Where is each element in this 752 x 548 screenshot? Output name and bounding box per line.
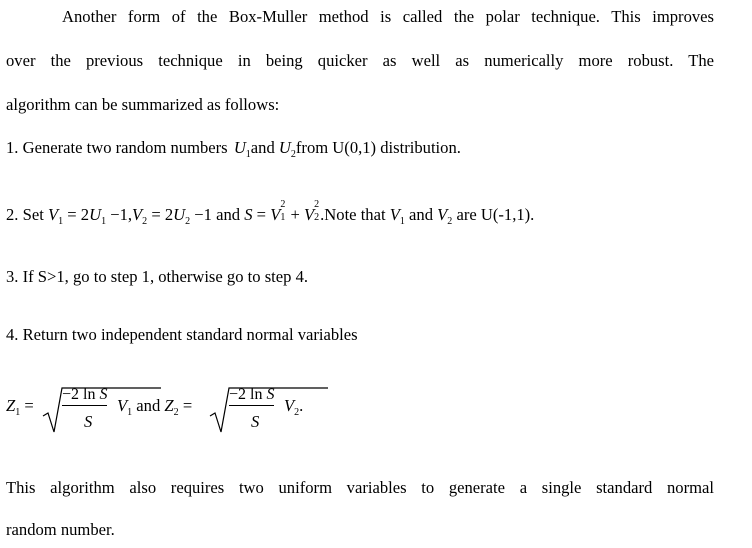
eq: = 2 [151,205,174,224]
v2-note: V [437,205,448,224]
sub: 2 [142,216,148,227]
sub: 2 [185,216,191,227]
step-1-and: and [250,138,275,157]
intro-line-3: algorithm can be summarized as follows: [6,95,280,114]
sub: 1 [127,407,133,418]
denominator-2 [251,412,259,432]
sup: 2 [314,199,320,210]
eq: = [24,396,34,415]
and: and [216,205,241,224]
sub: 1 [15,407,21,418]
minus-one: −1, [110,205,133,224]
intro-line-2: over the previous technique in being quicker as well as numerically more robust. The [6,51,714,70]
v1-note: V [389,205,400,224]
s: S [244,205,253,224]
step-1-prefix: 1. Generate two random numbers [6,138,228,157]
period: . [299,396,304,415]
closing-line-1: This algorithm also requires two uniform variables to generate a single standard normal [6,478,714,497]
denominator-1 [84,412,92,432]
minus: − [229,386,239,403]
minus: − [62,386,72,403]
s: S [99,386,108,403]
formula [0,378,752,438]
numerator-1 [62,386,107,406]
eq: = [182,396,193,415]
s: S [251,412,260,431]
var-u1: U [233,138,246,157]
step-3: 3. If S>1, go to step 1, otherwise go to step 4. [6,267,309,286]
s: S [84,412,93,431]
sub-2: 2 [290,149,296,160]
step-1 [6,138,461,158]
v2-term [284,396,303,416]
sup-sub [314,199,320,223]
minus-one: −1 [194,205,212,224]
plus: + [290,205,300,224]
sub: 2 [447,216,453,227]
intro-line-1: Another form of the Box-Muller method is called the polar technique. This improves [62,7,714,26]
note: .Note that [320,205,386,224]
sub: 1 [399,216,405,227]
suffix: are U(-1,1). [456,205,535,224]
sup-sub [280,199,286,223]
and: and [409,205,433,224]
z1 [6,396,34,416]
v: V [117,396,128,415]
sub: 2 [173,407,179,418]
v1-sq: V [270,205,281,224]
v2-sq: V [304,205,315,224]
u1: U [89,205,102,224]
sub-1: 1 [245,149,251,160]
sub: 2 [314,212,320,223]
v2: V [132,205,143,224]
and: and [136,396,161,415]
eq: = 2 [67,205,90,224]
s: S [266,386,275,403]
numerator-2 [229,386,274,406]
v1: V [47,205,59,224]
z: Z [164,396,174,415]
step-1-suffix: from U(0,1) distribution. [295,138,461,157]
step-4: 4. Return two independent standard normal variables [6,325,358,344]
sub: 1 [58,216,64,227]
sub: 1 [101,216,107,227]
u2: U [173,205,186,224]
closing-line-2: random number. [6,520,115,539]
var-u2: U [278,138,291,157]
z: Z [6,396,16,415]
coef: 2 ln [238,386,263,403]
v1-term [117,396,192,416]
v: V [284,396,295,415]
step-2 [6,199,535,227]
coef: 2 ln [71,386,96,403]
step-2-prefix: 2. Set [6,205,44,224]
sub: 2 [294,407,300,418]
sub: 1 [280,212,286,223]
sup: 2 [280,199,286,210]
eq: = [256,205,267,224]
